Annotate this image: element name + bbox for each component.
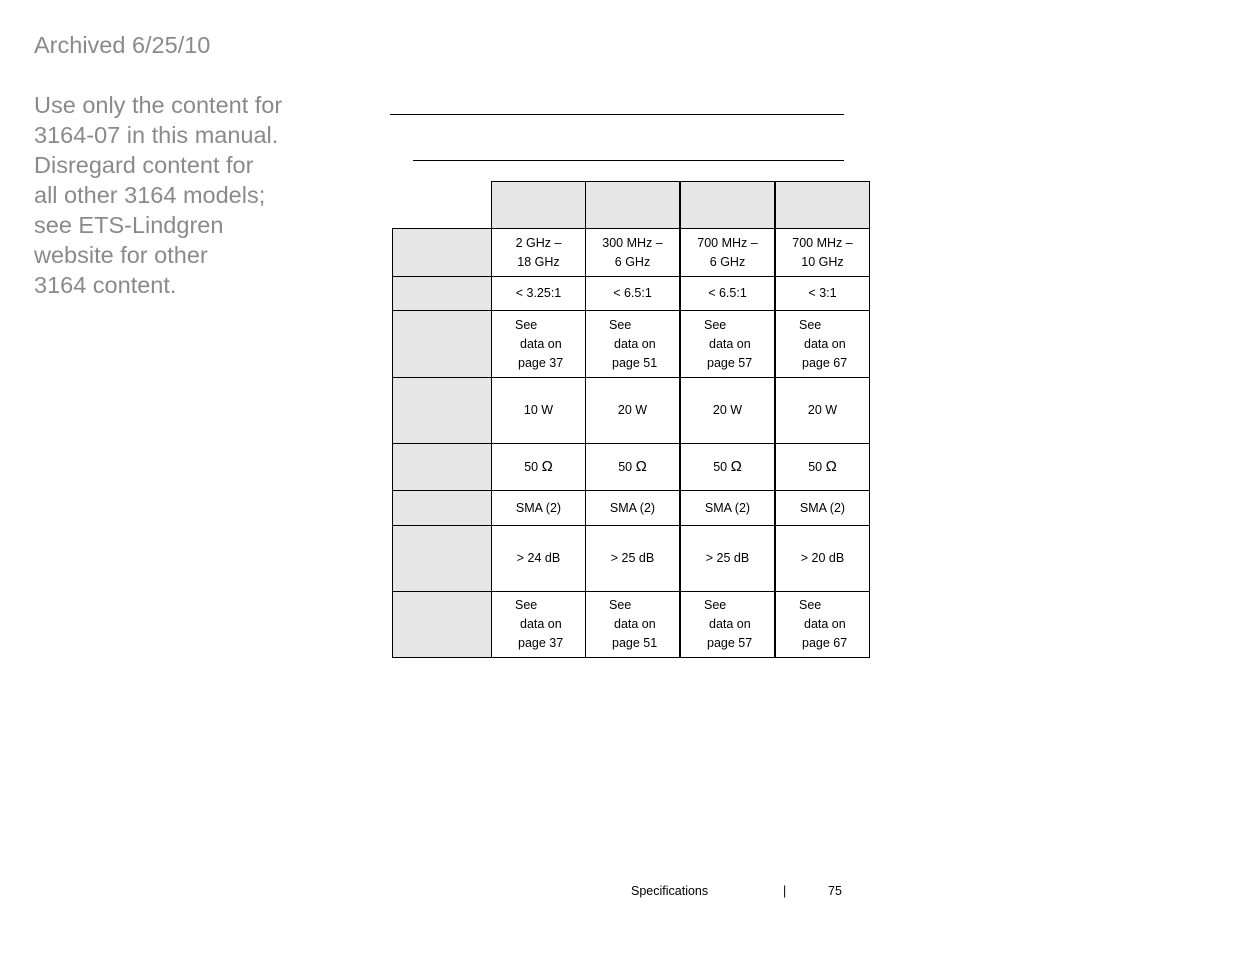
archive-line: all other 3164 models; bbox=[34, 182, 266, 208]
archive-line: 3164 content. bbox=[34, 272, 177, 298]
cell-text: data on bbox=[614, 617, 656, 631]
table-cell bbox=[680, 443, 775, 491]
table-header-cell bbox=[585, 181, 680, 229]
cell-text: data on bbox=[709, 336, 751, 351]
ohm-symbol: Ω bbox=[825, 458, 837, 475]
cell-text: 50 Ω bbox=[713, 458, 742, 475]
cell-text: 50 Ω bbox=[808, 458, 837, 475]
cell-text: See bbox=[799, 317, 822, 332]
cell-text: data on bbox=[614, 336, 656, 351]
table-cell bbox=[775, 443, 870, 491]
table-cell bbox=[775, 310, 870, 378]
table-cell bbox=[491, 591, 586, 658]
ohm-symbol: Ω bbox=[730, 458, 742, 475]
table-row-label bbox=[392, 591, 492, 658]
cell-text: data on bbox=[804, 617, 846, 631]
archive-notice bbox=[34, 30, 334, 300]
cell-text: SMA (2) bbox=[515, 500, 562, 515]
cell-text: See bbox=[704, 598, 727, 612]
table-row-label bbox=[392, 276, 492, 311]
archive-line: see ETS-Lindgren bbox=[34, 212, 224, 238]
cell-text: See bbox=[799, 598, 822, 612]
table-header-cell bbox=[491, 181, 586, 229]
table-cell bbox=[680, 377, 775, 444]
cell-text: < 6.5:1 bbox=[613, 286, 652, 300]
cell-text: 18 GHz bbox=[517, 254, 560, 269]
archive-line: website for other bbox=[34, 242, 208, 268]
ohm-symbol: Ω bbox=[635, 458, 647, 475]
table-cell bbox=[775, 591, 870, 658]
table-cell bbox=[680, 525, 775, 592]
cell-text: 300 MHz – bbox=[602, 235, 663, 250]
table-cell bbox=[491, 443, 586, 491]
cell-text: 6 GHz bbox=[614, 254, 651, 269]
cell-text: data on bbox=[520, 336, 562, 351]
archive-spacer bbox=[34, 60, 334, 90]
table-row-label bbox=[392, 525, 492, 592]
cell-text: 6 GHz bbox=[709, 254, 746, 269]
cell-text: < 3.25:1 bbox=[515, 286, 562, 300]
cell-text: page 67 bbox=[802, 355, 848, 370]
table-cell bbox=[585, 525, 680, 592]
table-cell bbox=[775, 228, 870, 277]
table-cell bbox=[585, 310, 680, 378]
table-cell bbox=[491, 276, 586, 311]
cell-text: page 51 bbox=[612, 355, 658, 370]
table-header-cell bbox=[680, 181, 775, 229]
cell-text: > 20 dB bbox=[800, 551, 845, 565]
cell-text: See bbox=[609, 317, 632, 332]
cell-text: SMA (2) bbox=[799, 500, 846, 515]
table-row-label bbox=[392, 443, 492, 491]
cell-text: page 37 bbox=[518, 355, 564, 370]
cell-text: 20 W bbox=[712, 403, 743, 417]
cell-text: > 25 dB bbox=[705, 551, 750, 565]
table-row-label bbox=[392, 377, 492, 444]
cell-text: 700 MHz – bbox=[792, 235, 853, 250]
table-cell bbox=[680, 310, 775, 378]
table-cell bbox=[775, 525, 870, 592]
cell-text: data on bbox=[709, 617, 751, 631]
cell-text: > 25 dB bbox=[610, 551, 655, 565]
table-cell bbox=[491, 525, 586, 592]
cell-text: 700 MHz – bbox=[697, 235, 758, 250]
table-cell bbox=[491, 377, 586, 444]
footer-separator: | bbox=[783, 884, 787, 898]
cell-text: page 57 bbox=[707, 355, 753, 370]
cell-text: SMA (2) bbox=[704, 500, 751, 515]
cell-text: < 6.5:1 bbox=[708, 286, 747, 300]
table-cell bbox=[775, 276, 870, 311]
cell-text: data on bbox=[804, 336, 846, 351]
cell-text: 50 Ω bbox=[524, 458, 553, 475]
cell-text: page 37 bbox=[518, 636, 564, 650]
table-cell bbox=[775, 490, 870, 526]
table-cell bbox=[680, 591, 775, 658]
archive-line: Disregard content for bbox=[34, 152, 254, 178]
cell-text: 20 W bbox=[807, 403, 838, 417]
cell-text: > 24 dB bbox=[516, 551, 561, 565]
table-cell bbox=[680, 490, 775, 526]
cell-text: 10 W bbox=[523, 403, 554, 417]
cell-text: See bbox=[515, 598, 538, 612]
cell-text: 2 GHz – bbox=[515, 235, 562, 250]
cell-text: 50 Ω bbox=[618, 458, 647, 475]
cell-text: 20 W bbox=[617, 403, 648, 417]
subheading-rule bbox=[413, 160, 844, 161]
table-cell bbox=[491, 310, 586, 378]
table-cell bbox=[585, 591, 680, 658]
cell-text: 10 GHz bbox=[801, 254, 844, 269]
cell-text: < 3:1 bbox=[808, 286, 837, 300]
heading-rule bbox=[390, 114, 844, 115]
table-cell bbox=[585, 377, 680, 444]
table-cell bbox=[680, 276, 775, 311]
table-row-label bbox=[392, 490, 492, 526]
cell-text: page 51 bbox=[612, 636, 658, 650]
archive-line: 3164-07 in this manual. bbox=[34, 122, 279, 148]
cell-text: See bbox=[609, 598, 632, 612]
table-cell bbox=[585, 228, 680, 277]
table-cell bbox=[775, 377, 870, 444]
table-header-cell bbox=[775, 181, 870, 229]
cell-text: page 67 bbox=[802, 636, 848, 650]
cell-text: See bbox=[704, 317, 727, 332]
table-cell bbox=[585, 490, 680, 526]
cell-text: page 57 bbox=[707, 636, 753, 650]
table-cell bbox=[585, 276, 680, 311]
table-row-label bbox=[392, 310, 492, 378]
table-cell bbox=[585, 443, 680, 491]
table-cell bbox=[491, 228, 586, 277]
table-cell bbox=[491, 490, 586, 526]
cell-text: See bbox=[515, 317, 538, 332]
table-row-label bbox=[392, 228, 492, 277]
footer-section: Specifications bbox=[631, 884, 709, 898]
archive-date: Archived 6/25/10 bbox=[34, 32, 211, 58]
table-cell bbox=[680, 228, 775, 277]
cell-text: SMA (2) bbox=[609, 500, 656, 515]
archive-line: Use only the content for bbox=[34, 92, 283, 118]
cell-text: data on bbox=[520, 617, 562, 631]
ohm-symbol: Ω bbox=[541, 458, 553, 475]
page-number: 75 bbox=[828, 884, 842, 898]
